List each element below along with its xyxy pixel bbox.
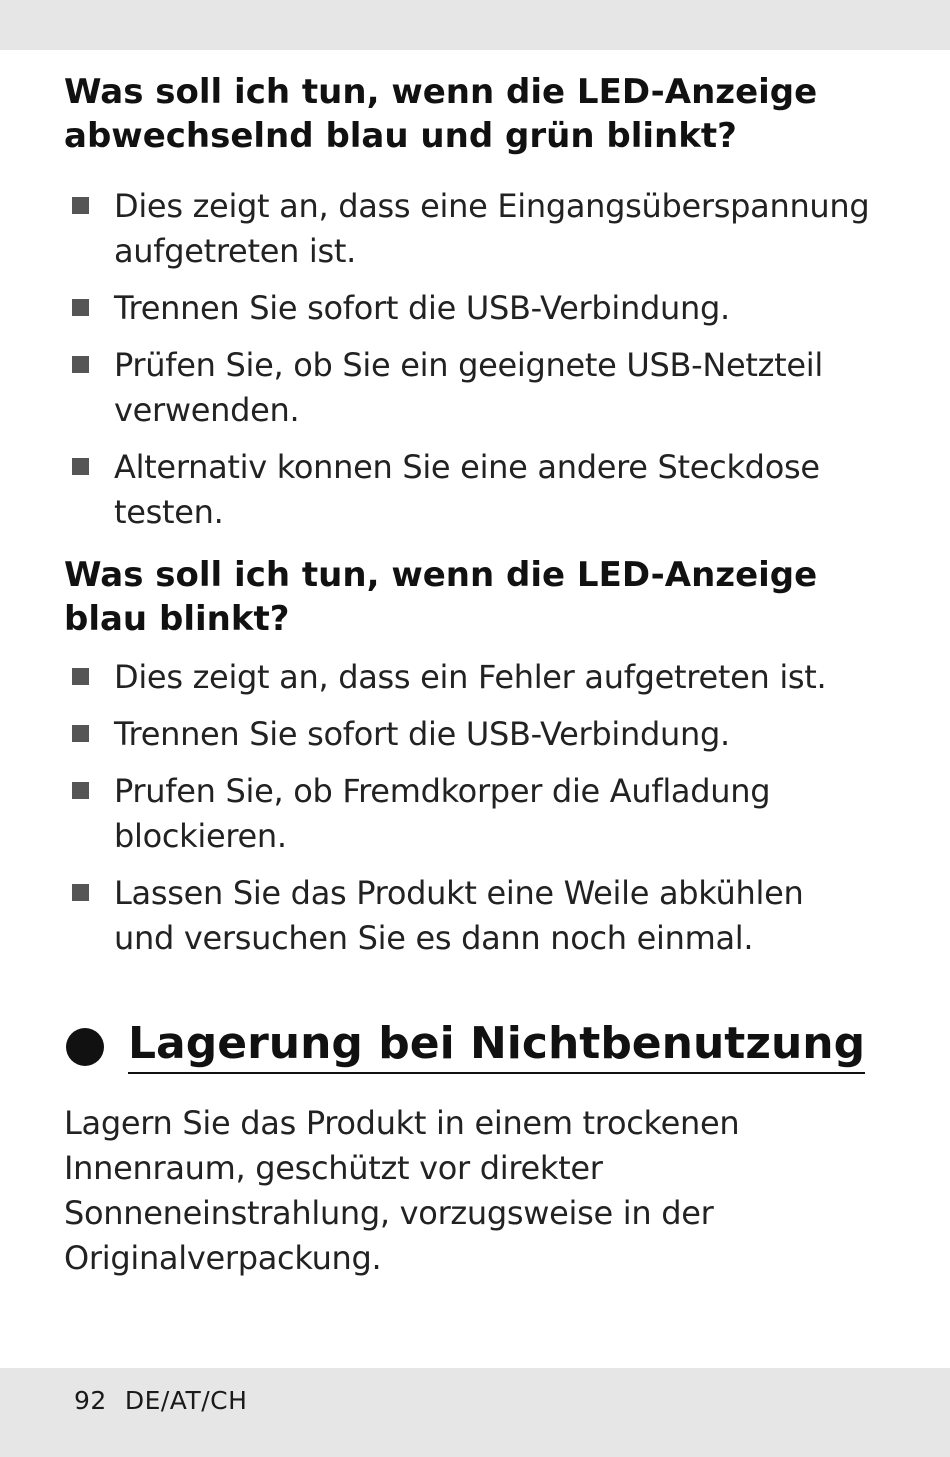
square-bullet-icon [72, 782, 89, 799]
bullet-list [64, 655, 884, 961]
square-bullet-icon [72, 356, 89, 373]
square-bullet-icon [72, 458, 89, 475]
page-footer [74, 1386, 247, 1415]
faq-section-blue-green [64, 70, 884, 535]
list-item-text: Prufen Sie, ob Fremdkorper die Aufladung [114, 772, 771, 810]
faq-section-blue [64, 553, 884, 961]
list-item-text: Alternativ konnen Sie eine andere Steckdose [114, 448, 820, 486]
list-item [64, 286, 884, 331]
faq-heading [64, 553, 884, 641]
list-item-text: Prüfen Sie, ob Sie ein geeignete USB-Netzteil [114, 346, 823, 384]
square-bullet-icon [72, 299, 89, 316]
page-number: 92 [74, 1386, 107, 1415]
list-item-text: Dies zeigt an, dass ein Fehler aufgetreten ist. [114, 658, 827, 696]
square-bullet-icon [72, 725, 89, 742]
list-item [64, 445, 884, 535]
list-item-text: Trennen Sie sofort die USB-Verbindung. [114, 289, 730, 327]
paragraph-line: Lagern Sie das Produkt in einem trockenen [64, 1104, 740, 1142]
list-item-text: verwenden. [114, 391, 300, 429]
paragraph-line: Sonneneinstrahlung, vorzugsweise in der [64, 1194, 714, 1232]
faq-heading-line: Was soll ich tun, wenn die LED-Anzeige [64, 555, 818, 595]
top-band [0, 0, 950, 50]
faq-heading-line: abwechselnd blau und grün blinkt? [64, 116, 737, 156]
faq-heading [64, 70, 884, 158]
storage-section-heading [64, 1018, 884, 1078]
list-item-text: testen. [114, 493, 224, 531]
list-item [64, 871, 884, 961]
list-item [64, 184, 884, 274]
list-item-text: aufgetreten ist. [114, 232, 357, 270]
list-item-text: Dies zeigt an, dass eine Eingangsüberspannung [114, 187, 870, 225]
paragraph-line: Innenraum, geschützt vor direkter [64, 1149, 603, 1187]
faq-heading-line: blau blinkt? [64, 599, 290, 639]
list-item [64, 343, 884, 433]
storage-title: Lagerung bei Nichtbenutzung [128, 1018, 865, 1074]
square-bullet-icon [72, 197, 89, 214]
square-bullet-icon [72, 668, 89, 685]
list-item-text: blockieren. [114, 817, 287, 855]
list-item-text: und versuchen Sie es dann noch einmal. [114, 919, 754, 957]
paragraph-line: Originalverpackung. [64, 1239, 382, 1277]
locale-label: DE/AT/CH [124, 1386, 248, 1415]
filled-circle-bullet-icon [66, 1028, 104, 1066]
list-item [64, 769, 884, 859]
square-bullet-icon [72, 884, 89, 901]
list-item-text: Lassen Sie das Produkt eine Weile abkühlen [114, 874, 804, 912]
bullet-list [64, 184, 884, 535]
storage-paragraph [64, 1101, 884, 1281]
faq-heading-line: Was soll ich tun, wenn die LED-Anzeige [64, 72, 818, 112]
list-item-text: Trennen Sie sofort die USB-Verbindung. [114, 715, 730, 753]
list-item [64, 712, 884, 757]
faq-content [64, 70, 884, 973]
list-item [64, 655, 884, 700]
